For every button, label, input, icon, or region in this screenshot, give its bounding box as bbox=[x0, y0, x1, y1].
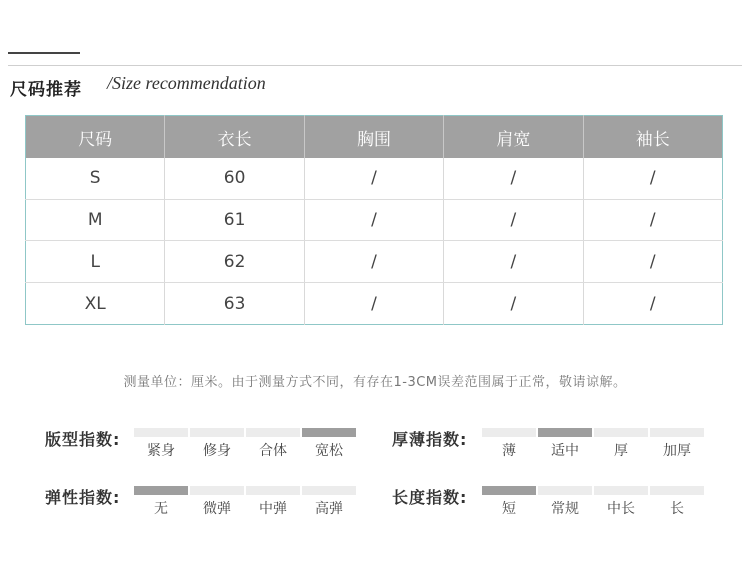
elasticity-option-label: 无 bbox=[154, 501, 168, 517]
elasticity-index-options bbox=[134, 498, 356, 518]
elasticity-option-label: 高弹 bbox=[315, 501, 343, 517]
table-cell: / bbox=[444, 241, 583, 283]
elasticity-option-label: 微弹 bbox=[203, 501, 231, 517]
table-cell: / bbox=[583, 199, 722, 241]
fit-index-segment bbox=[134, 428, 188, 437]
elasticity-option-label: 中弹 bbox=[259, 501, 287, 517]
header-accent-line bbox=[8, 52, 80, 54]
length-index-options bbox=[482, 498, 704, 518]
table-cell: / bbox=[304, 241, 443, 283]
table-cell: 60 bbox=[165, 158, 304, 199]
measurement-note: 测量单位：厘米。由于测量方式不同，有存在1-3CM误差范围属于正常，敬请谅解。 bbox=[123, 375, 627, 390]
table-cell: 63 bbox=[165, 283, 304, 325]
table-cell: / bbox=[304, 158, 443, 199]
length-index-bar bbox=[482, 486, 704, 495]
elasticity-index-label: 弹性指数: bbox=[45, 488, 121, 507]
thickness-option-label: 薄 bbox=[502, 443, 516, 459]
table-cell: / bbox=[444, 199, 583, 241]
column-header-sleeve: 袖长 bbox=[583, 116, 722, 159]
length-index-segment bbox=[650, 486, 704, 495]
fit-option-label: 紧身 bbox=[147, 443, 175, 459]
thickness-option-label: 加厚 bbox=[663, 443, 691, 459]
table-cell: S bbox=[26, 158, 165, 199]
fit-index-segment bbox=[190, 428, 244, 437]
fit-index-options bbox=[134, 440, 356, 460]
thickness-index-segment bbox=[538, 428, 592, 437]
table-row bbox=[26, 241, 723, 283]
length-option-label: 中长 bbox=[607, 501, 635, 517]
size-chart-table bbox=[25, 115, 723, 325]
elasticity-index-segment bbox=[302, 486, 356, 495]
column-header-chest: 胸围 bbox=[304, 116, 443, 159]
table-cell: 61 bbox=[165, 199, 304, 241]
column-header-shoulder: 肩宽 bbox=[444, 116, 583, 159]
fit-index-bar bbox=[134, 428, 356, 437]
table-row bbox=[26, 158, 723, 199]
thickness-index-segment bbox=[594, 428, 648, 437]
thickness-option-label: 适中 bbox=[551, 443, 579, 459]
elasticity-index-segment bbox=[246, 486, 300, 495]
fit-index-label: 版型指数: bbox=[45, 430, 121, 449]
table-cell: / bbox=[304, 283, 443, 325]
thickness-index-segment bbox=[482, 428, 536, 437]
thickness-index-options bbox=[482, 440, 704, 460]
length-index-segment bbox=[538, 486, 592, 495]
thickness-index-bar bbox=[482, 428, 704, 437]
elasticity-index-segment bbox=[134, 486, 188, 495]
thickness-index-segment bbox=[650, 428, 704, 437]
length-index-segment bbox=[482, 486, 536, 495]
thickness-index-label: 厚薄指数: bbox=[392, 430, 468, 449]
fit-option-label: 宽松 bbox=[315, 443, 343, 459]
table-cell: / bbox=[649, 293, 656, 314]
table-row bbox=[26, 199, 723, 241]
table-cell: / bbox=[444, 283, 583, 325]
length-index-label: 长度指数: bbox=[392, 488, 468, 507]
fit-index-segment bbox=[302, 428, 356, 437]
table-cell: / bbox=[583, 158, 722, 199]
header-divider bbox=[8, 65, 742, 66]
length-option-label: 短 bbox=[502, 501, 516, 517]
table-cell: / bbox=[444, 158, 583, 199]
length-option-label: 常规 bbox=[551, 501, 579, 517]
table-cell: M bbox=[26, 199, 165, 241]
elasticity-index-segment bbox=[190, 486, 244, 495]
table-cell: / bbox=[304, 199, 443, 241]
table-header-row bbox=[26, 116, 723, 159]
section-title-cn: 尺码推荐 bbox=[10, 80, 82, 100]
elasticity-index-bar bbox=[134, 486, 356, 495]
fit-index-segment bbox=[246, 428, 300, 437]
table-cell: 62 bbox=[165, 241, 304, 283]
column-header-length: 衣长 bbox=[165, 116, 304, 159]
length-index-segment bbox=[594, 486, 648, 495]
thickness-option-label: 厚 bbox=[614, 443, 628, 459]
table-cell: L bbox=[26, 241, 165, 283]
section-title-en: /Size recommendation bbox=[107, 73, 266, 93]
fit-option-label: 修身 bbox=[203, 443, 231, 459]
fit-option-label: 合体 bbox=[259, 443, 287, 459]
length-option-label: 长 bbox=[670, 501, 684, 517]
table-row bbox=[26, 283, 723, 325]
table-cell: / bbox=[583, 241, 722, 283]
column-header-size: 尺码 bbox=[26, 116, 165, 159]
table-cell: XL bbox=[26, 283, 165, 325]
